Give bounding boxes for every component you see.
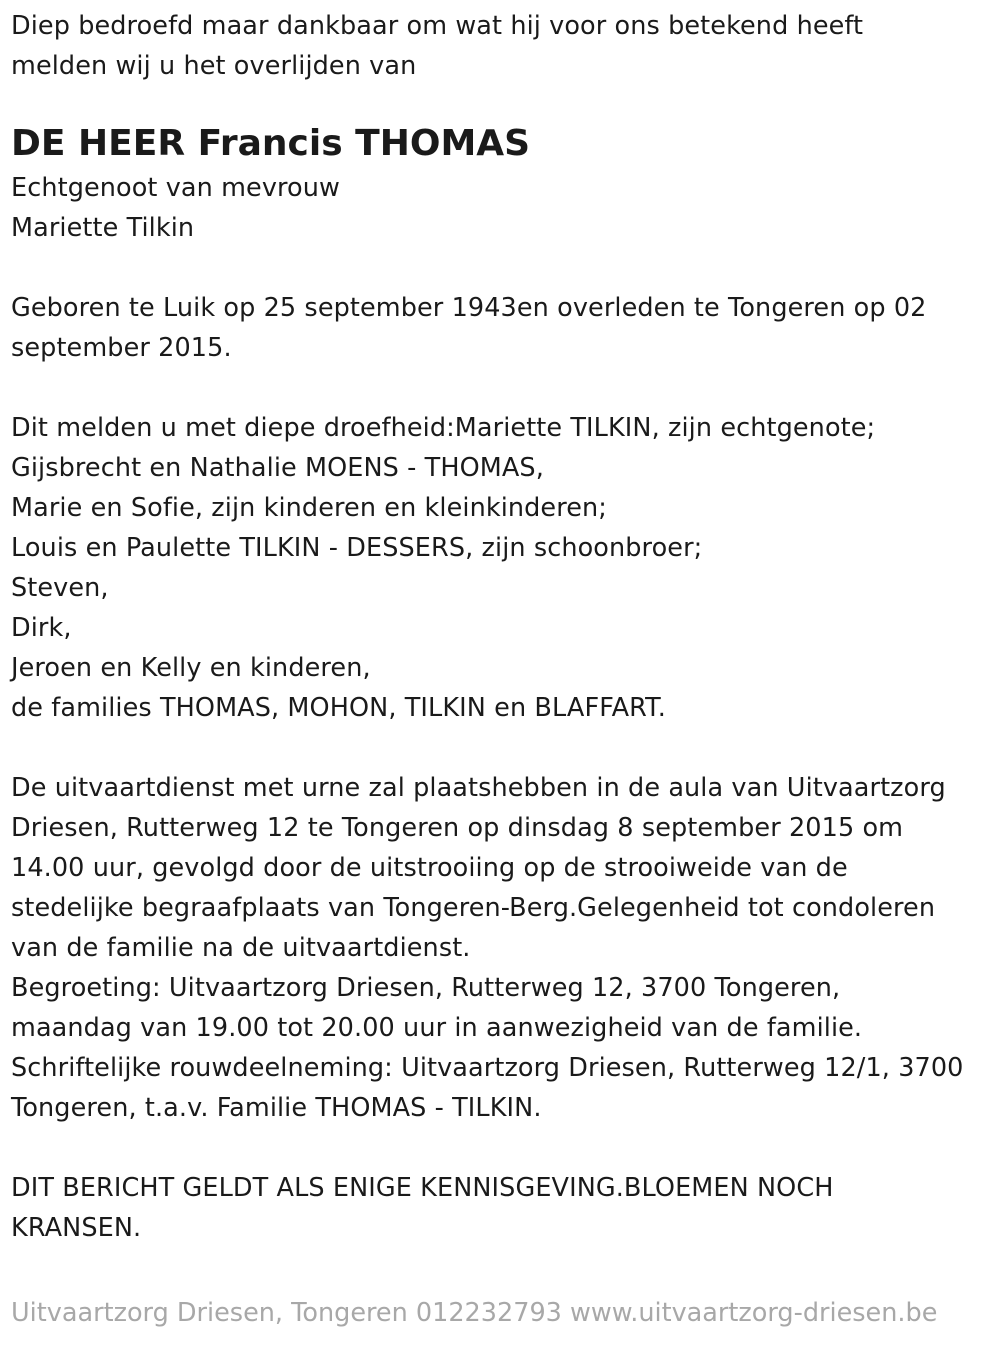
birth-death-line: Geboren te Luik op 25 september 1943en overleden te Tongeren op 02 [11,293,927,323]
birth-death-block [11,288,996,368]
funeral-home-footer: Uitvaartzorg Driesen, Tongeren 012232793 www.uitvaartzorg-driesen.be [11,1298,938,1328]
mourner-line: Dit melden u met diepe droefheid:Mariette TILKIN, zijn echtgenote; [11,413,876,443]
spouse-line: Mariette Tilkin [11,213,195,243]
spacer [11,728,996,768]
notice-line: DIT BERICHT GELDT ALS ENIGE KENNISGEVING.BLOEMEN NOCH [11,1173,834,1203]
spouse-block [11,168,996,248]
service-block [11,768,996,1128]
spouse-line: Echtgenoot van mevrouw [11,173,340,203]
notice-line: KRANSEN. [11,1213,142,1243]
intro-line: melden wij u het overlijden van [11,51,417,81]
deceased-name: DE HEER Francis THOMAS [11,123,531,164]
mourner-line: Jeroen en Kelly en kinderen, [11,653,371,683]
intro-block [11,6,996,86]
service-line: maandag van 19.00 tot 20.00 uur in aanwezigheid van de familie. [11,1013,863,1043]
service-line: Begroeting: Uitvaartzorg Driesen, Rutterweg 12, 3700 Tongeren, [11,973,841,1003]
service-line: Tongeren, t.a.v. Familie THOMAS - TILKIN. [11,1093,542,1123]
birth-death-line: september 2015. [11,333,232,363]
service-line: stedelijke begraafplaats van Tongeren-Berg.Gelegenheid tot condoleren [11,893,936,923]
service-line: Schriftelijke rouwdeelneming: Uitvaartzorg Driesen, Rutterweg 12/1, 3700 [11,1053,964,1083]
service-line: 14.00 uur, gevolgd door de uitstrooiing op de strooiweide van de [11,853,848,883]
mourner-line: Louis en Paulette TILKIN - DESSERS, zijn schoonbroer; [11,533,703,563]
spacer [11,368,996,408]
mourners-block [11,408,996,728]
service-line: van de familie na de uitvaartdienst. [11,933,471,963]
spacer [11,1128,996,1168]
service-line: Driesen, Rutterweg 12 te Tongeren op dinsdag 8 september 2015 om [11,813,904,843]
intro-line: Diep bedroefd maar dankbaar om wat hij voor ons betekend heeft [11,11,864,41]
mourner-line: Marie en Sofie, zijn kinderen en kleinkinderen; [11,493,607,523]
spacer [11,248,996,288]
service-line: De uitvaartdienst met urne zal plaatshebben in de aula van Uitvaartzorg [11,773,946,803]
mourner-line: Dirk, [11,613,72,643]
mourner-line: Steven, [11,573,109,603]
mourner-line: Gijsbrecht en Nathalie MOENS - THOMAS, [11,453,544,483]
mourner-line: de families THOMAS, MOHON, TILKIN en BLAFFART. [11,693,666,723]
obituary-notice [11,6,996,1248]
notice-block [11,1168,996,1248]
